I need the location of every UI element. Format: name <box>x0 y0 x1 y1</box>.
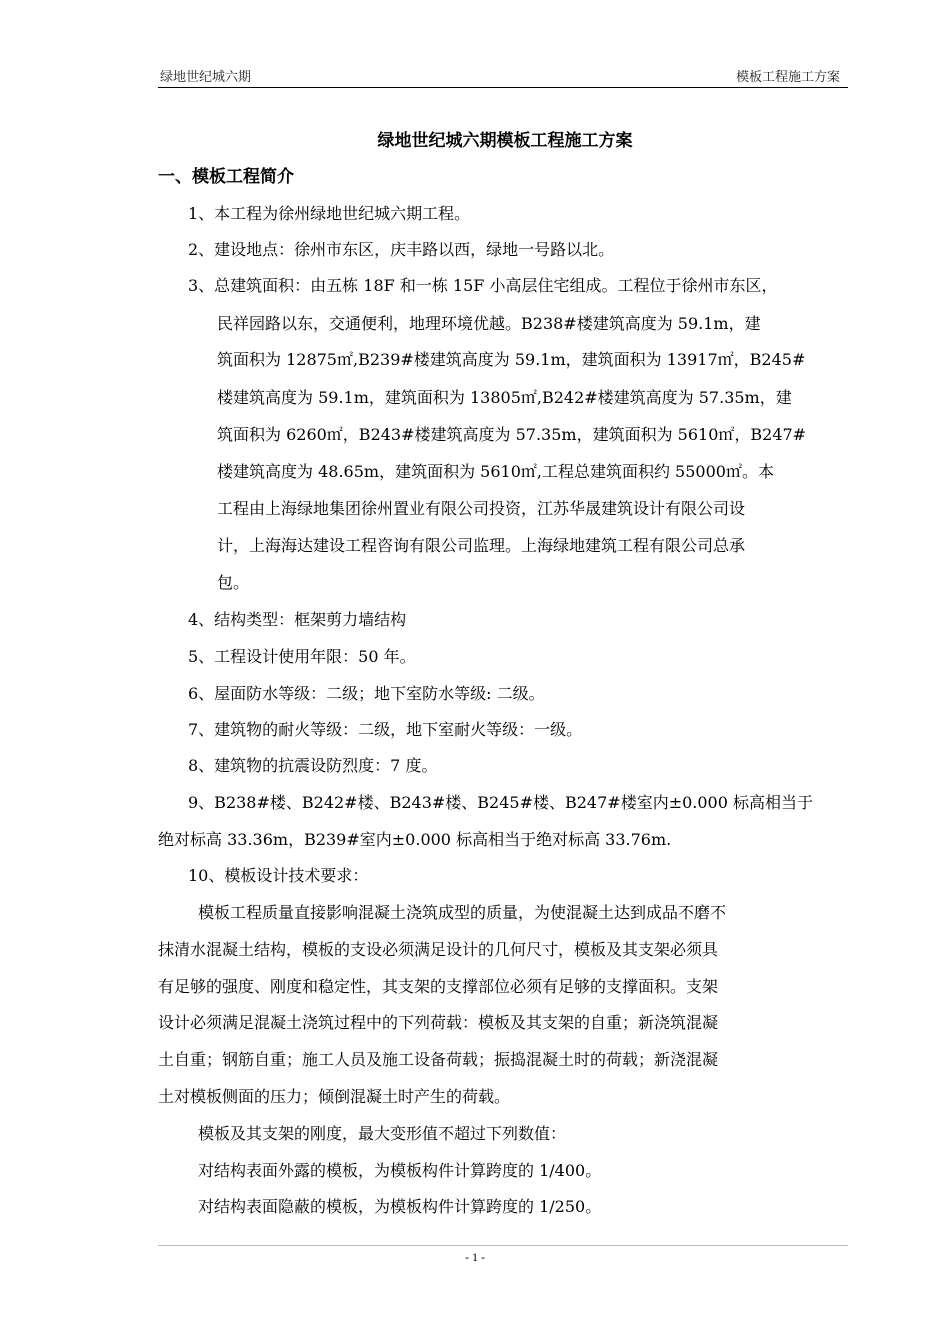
header-divider <box>158 87 848 88</box>
body-line: 9、B238#楼、B242#楼、B243#楼、B245#楼、B247#楼室内±0.000 标高相当于 <box>188 793 813 812</box>
body-line: 2、建设地点：徐州市东区，庆丰路以西，绿地一号路以北。 <box>188 240 615 259</box>
body-line: 筑面积为 6260㎡，B243#楼建筑高度为 57.35m，建筑面积为 5610㎡，B247# <box>217 425 807 444</box>
body-line: 土自重；钢筋自重；施工人员及施工设备荷载；振捣混凝土时的荷载；新浇混凝 <box>158 1050 719 1069</box>
body-line: 楼建筑高度为 48.65m，建筑面积为 5610㎡,工程总建筑面积约 55000㎡。本 <box>217 462 774 481</box>
body-line: 6、屋面防水等级：二级；地下室防水等级: 二级。 <box>188 684 545 703</box>
header-right-text: 模板工程施工方案 <box>735 70 840 85</box>
document-title: 绿地世纪城六期模板工程施工方案 <box>377 131 633 151</box>
footer-divider <box>158 1245 848 1246</box>
body-line: 筑面积为 12875㎡,B239#楼建筑高度为 59.1m，建筑面积为 13917㎡，B245# <box>217 350 806 369</box>
body-line: 计，上海海达建设工程咨询有限公司监理。上海绿地建筑工程有限公司总承 <box>217 536 746 555</box>
body-line: 绝对标高 33.36m，B239#室内±0.000 标高相当于绝对标高 33.76m. <box>158 830 672 849</box>
page-number: - 1 - <box>465 1250 485 1264</box>
body-line: 模板及其支架的刚度，最大变形值不超过下列数值： <box>198 1124 567 1143</box>
body-line: 民祥园路以东，交通便利，地理环境优越。B238#楼建筑高度为 59.1m，建 <box>217 314 761 333</box>
body-line: 4、结构类型：框架剪力墙结构 <box>188 610 407 629</box>
body-line: 楼建筑高度为 59.1m，建筑面积为 13805㎡,B242#楼建筑高度为 57.35m，建 <box>217 388 792 407</box>
body-line: 10、模板设计技术要求： <box>188 866 369 885</box>
body-line: 1、本工程为徐州绿地世纪城六期工程。 <box>188 204 471 223</box>
body-line: 土对模板侧面的压力；倾倒混凝土时产生的荷载。 <box>158 1087 511 1106</box>
body-line: 设计必须满足混凝土浇筑过程中的下列荷载：模板及其支架的自重；新浇筑混凝 <box>158 1013 719 1032</box>
body-line: 有足够的强度、刚度和稳定性，其支架的支撑部位必须有足够的支撑面积。支架 <box>158 977 719 996</box>
body-line: 3、总建筑面积：由五栋 18F 和一栋 15F 小高层住宅组成。工程位于徐州市东区， <box>188 276 778 295</box>
body-line: 对结构表面隐蔽的模板，为模板构件计算跨度的 1/250。 <box>198 1197 602 1216</box>
body-line: 8、建筑物的抗震设防烈度：7 度。 <box>188 756 438 775</box>
body-line: 7、建筑物的耐火等级：二级，地下室耐火等级：一级。 <box>188 720 583 739</box>
body-line: 对结构表面外露的模板，为模板构件计算跨度的 1/400。 <box>198 1161 602 1180</box>
body-line: 5、工程设计使用年限：50 年。 <box>188 647 416 666</box>
body-line: 包。 <box>217 573 250 592</box>
body-line: 抹清水混凝土结构，模板的支设必须满足设计的几何尺寸，模板及其支架必须具 <box>158 940 719 959</box>
header-left-text: 绿地世纪城六期 <box>160 70 252 85</box>
section-heading: 一、模板工程简介 <box>158 167 294 187</box>
body-line: 模板工程质量直接影响混凝土浇筑成型的质量，为使混凝土达到成品不磨不 <box>198 903 727 922</box>
body-line: 工程由上海绿地集团徐州置业有限公司投资，江苏华晟建筑设计有限公司设 <box>217 499 746 518</box>
